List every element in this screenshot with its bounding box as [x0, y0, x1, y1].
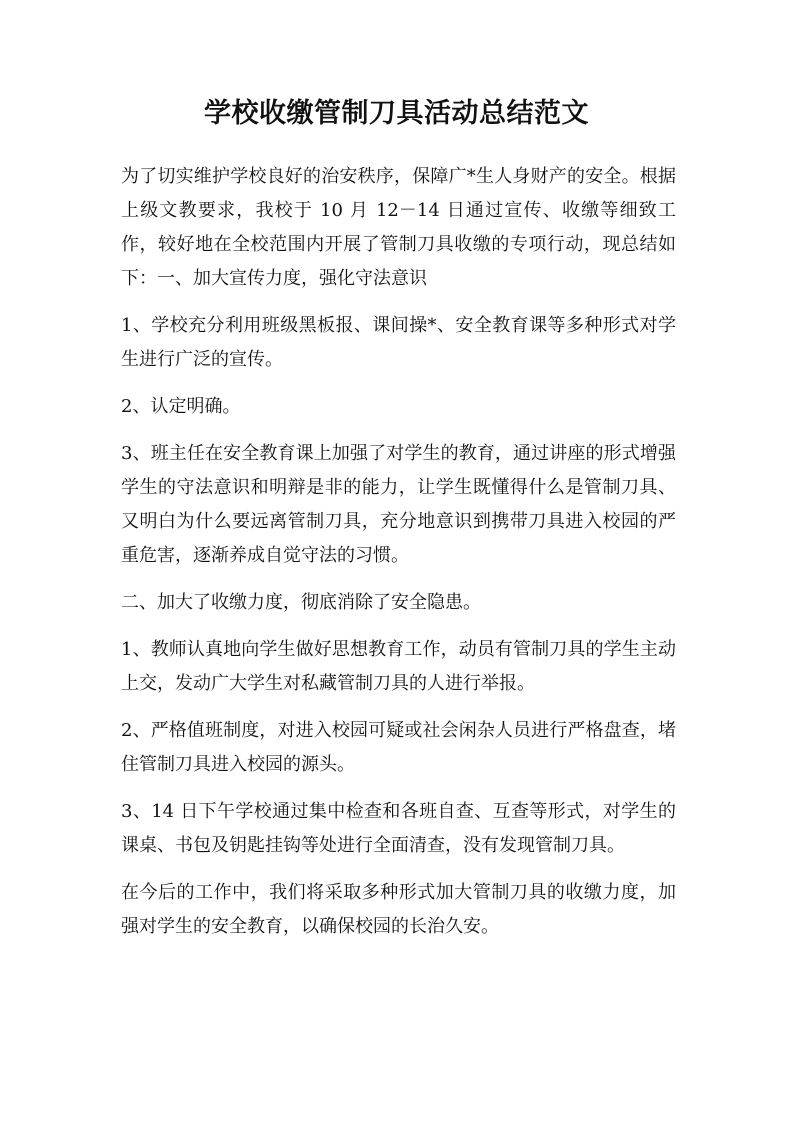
section-heading-collection: 二、加大了收缴力度，彻底消除了安全隐患。 — [121, 592, 481, 613]
paragraph-publicity-2: 2、认定明确。 — [121, 396, 241, 417]
paragraph-collection-1: 1、教师认真地向学生做好思想教育工作，动员有管制刀具的学生主动上交，发动广大学生对私藏管制刀具的人进行举报。 — [121, 639, 676, 694]
paragraph-publicity-3: 3、班主任在安全教育课上加强了对学生的教育，通过讲座的形式增强学生的守法意识和明辩是非的能力，让学生既懂得什么是管制刀具、又明白为什么要远离管制刀具，充分地意识到携带刀具进入校园的严重危害，逐渐养成自觉守法的习惯。 — [121, 443, 676, 566]
document-body — [121, 160, 676, 957]
document-title: 学校收缴管制刀具活动总结范文 — [204, 98, 589, 129]
paragraph-collection-3: 3、14 日下午学校通过集中检查和各班自查、互查等形式，对学生的课桌、书包及钥匙挂钩等处进行全面清查，没有发现管制刀具。 — [121, 801, 676, 856]
intro-paragraph: 为了切实维护学校良好的治安秩序，保障广*生人身财产的安全。根据上级文教要求，我校于 10 月 12－14 日通过宣传、收缴等细致工作，较好地在全校范围内开展了管制刀具收缴的专项行动，现总结如下：一、加大宣传力度，强化守法意识 — [121, 166, 676, 289]
paragraph-collection-2: 2、严格值班制度，对进入校园可疑或社会闲杂人员进行严格盘查，堵住管制刀具进入校园的源头。 — [121, 720, 676, 775]
closing-paragraph: 在今后的工作中，我们将采取多种形式加大管制刀具的收缴力度，加强对学生的安全教育，以确保校园的长治久安。 — [121, 882, 676, 937]
paragraph-publicity-1: 1、学校充分利用班级黑板报、课间操*、安全教育课等多种形式对学生进行广泛的宣传。 — [121, 315, 676, 370]
